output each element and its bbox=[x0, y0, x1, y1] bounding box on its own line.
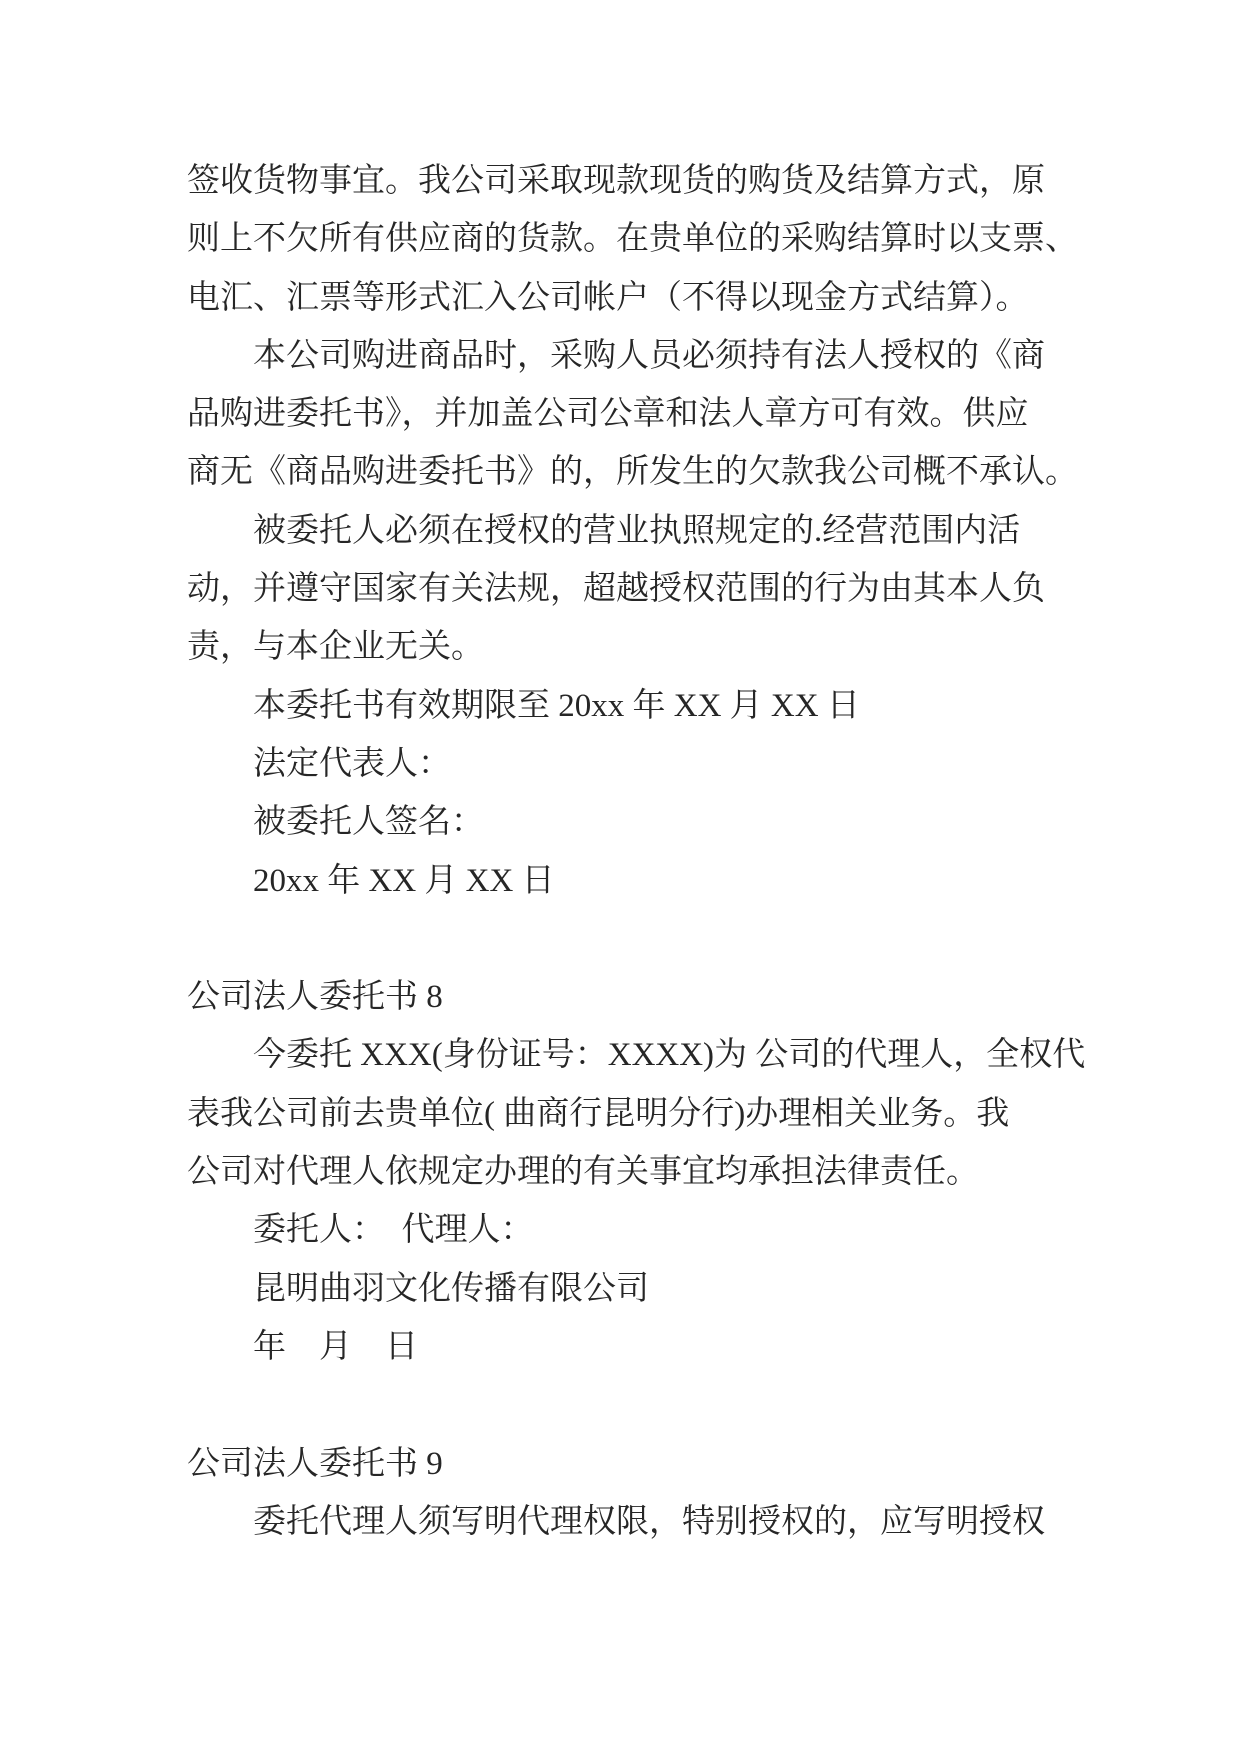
text-line: 则上不欠所有供应商的货款。在贵单位的采购结算时以支票、 bbox=[187, 221, 1078, 258]
blank-line bbox=[187, 910, 1087, 968]
text-line: 委托人： 代理人： bbox=[253, 1212, 534, 1249]
text-line: 法定代表人： bbox=[253, 745, 451, 782]
text-line: 委托代理人须写明代理权限，特别授权的，应写明授权 bbox=[253, 1503, 1045, 1540]
text-line: 公司对代理人依规定办理的有关事宜均承担法律责任。 bbox=[187, 1154, 979, 1191]
blank-line bbox=[187, 1376, 1087, 1434]
text-line: 签收货物事宜。我公司采取现款现货的购货及结算方式，原 bbox=[187, 163, 1045, 199]
text-line: 本公司购进商品时，采购人员必须持有法人授权的《商 bbox=[253, 337, 1045, 374]
text-line: 年 月 日 bbox=[253, 1328, 418, 1365]
text-line: 本委托书有效期限至 20xx 年 XX 月 XX 日 bbox=[253, 687, 860, 724]
text-line: 表我公司前去贵单位( 曲商行昆明分行)办理相关业务。我 bbox=[187, 1095, 1010, 1132]
text-line: 商无《商品购进委托书》的，所发生的欠款我公司概不承认。 bbox=[187, 454, 1078, 491]
text-line: 今委托 XXX(身份证号：XXXX)为 公司的代理人，全权代 bbox=[253, 1037, 1086, 1074]
text-line: 被委托人必须在授权的营业执照规定的.经营范围内活 bbox=[253, 512, 1021, 549]
section-heading: 公司法人委托书 9 bbox=[187, 1445, 443, 1482]
text-line: 责，与本企业无关。 bbox=[187, 629, 484, 666]
text-line: 动，并遵守国家有关法规，超越授权范围的行为由其本人负 bbox=[187, 571, 1045, 608]
text-line: 昆明曲羽文化传播有限公司 bbox=[253, 1270, 649, 1307]
text-line: 品购进委托书》，并加盖公司公章和法人章方可有效。供应 bbox=[187, 396, 1029, 433]
text-line: 电汇、汇票等形式汇入公司帐户（不得以现金方式结算）。 bbox=[187, 279, 1029, 316]
document-body bbox=[187, 152, 1087, 1551]
section-heading: 公司法人委托书 8 bbox=[187, 979, 443, 1016]
text-line: 20xx 年 XX 月 XX 日 bbox=[253, 862, 555, 899]
text-line: 被委托人签名： bbox=[253, 804, 484, 841]
